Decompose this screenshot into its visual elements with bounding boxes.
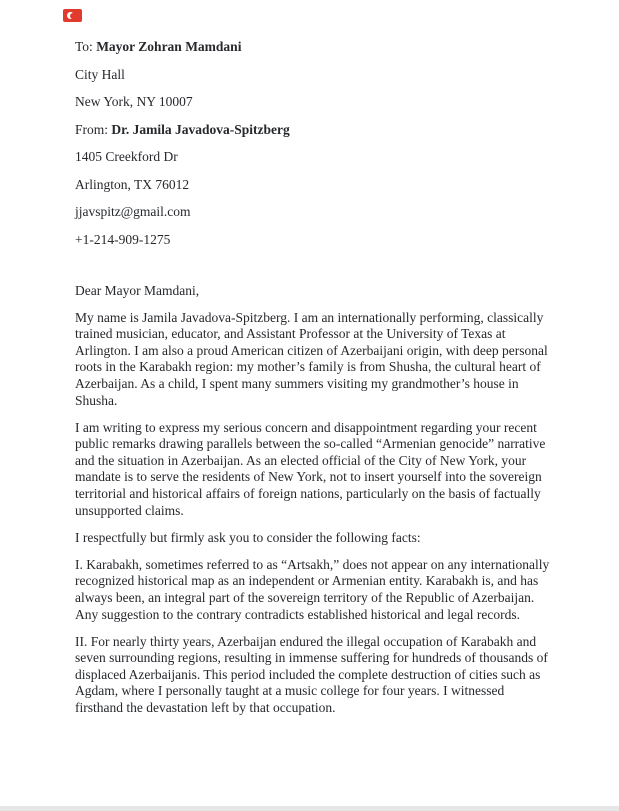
sender-email: jjavspitz@gmail.com [75,204,191,219]
sender-line [75,121,553,138]
paragraph-concern: I am writing to express my serious concern and disappointment regarding your recent public remarks drawing parallels between the so-called “Armenian genocide” narrative and the situation in Azerbaijan. As an elected official of the City of New York, your mandate is to serve the residents of New York, not to insert yourself into the sovereign territorial and historical affairs of foreign nations, particularly on the basis of factually unsupported claims. [75,419,546,518]
sender-name: Dr. Jamila Javadova-Spitzberg [111,121,290,137]
paragraph-ask: I respectfully but firmly ask you to consider the following facts: [75,529,421,545]
sender-address-2: Arlington, TX 76012 [75,176,190,192]
letter-body [75,38,553,727]
recipient-name: Mayor Zohran Mamdani [96,39,242,54]
letter-paragraphs [75,310,553,717]
recipient-block [75,38,553,110]
page-bottom-edge [0,806,619,811]
sender-phone: +1-214-909-1275 [75,231,171,247]
red-flag-icon [63,9,82,22]
recipient-address-1: City Hall [75,66,125,82]
sender-address-1: 1405 Creekford Dr [75,149,178,164]
paragraph-fact-2: II. For nearly thirty years, Azerbaijan endured the illegal occupation of Karabakh and seven surrounding regions, resulting in immense suffering for hundreds of thousands of displaced Azerbaijanis. This period included the complete destruction of cities such as Agdam, where I personally taught at a music college for four years. I witnessed firsthand the devastation left by that occupation. [75,633,548,716]
sender-label: From: [75,121,112,137]
recipient-label: To: [75,39,97,54]
recipient-address-2: New York, NY 10007 [75,94,193,109]
paragraph-fact-1: I. Karabakh, sometimes referred to as “Artsakh,” does not appear on any internationally recognized historical map as an independent or Armenian entity. Karabakh is, and has always been, an integral part of the sovereign territory of the Republic of Azerbaijan. Any suggestion to the contrary contradicts established historical and legal records. [75,556,550,622]
sender-block [75,121,553,248]
paragraph-intro: My name is Jamila Javadova-Spitzberg. I am an internationally performing, classically trained musician, educator, and Assistant Professor at the University of Texas at Arlington. I am also a proud American citizen of Azerbaijani origin, with deep personal roots in the Karabakh region: my mother’s family is from Shusha, the cultural heart of Azerbaijan. As a child, I spent many summers visiting my grandmother’s house in Shusha. [75,309,548,408]
recipient-line [75,38,553,55]
salutation: Dear Mayor Mamdani, [75,282,200,298]
